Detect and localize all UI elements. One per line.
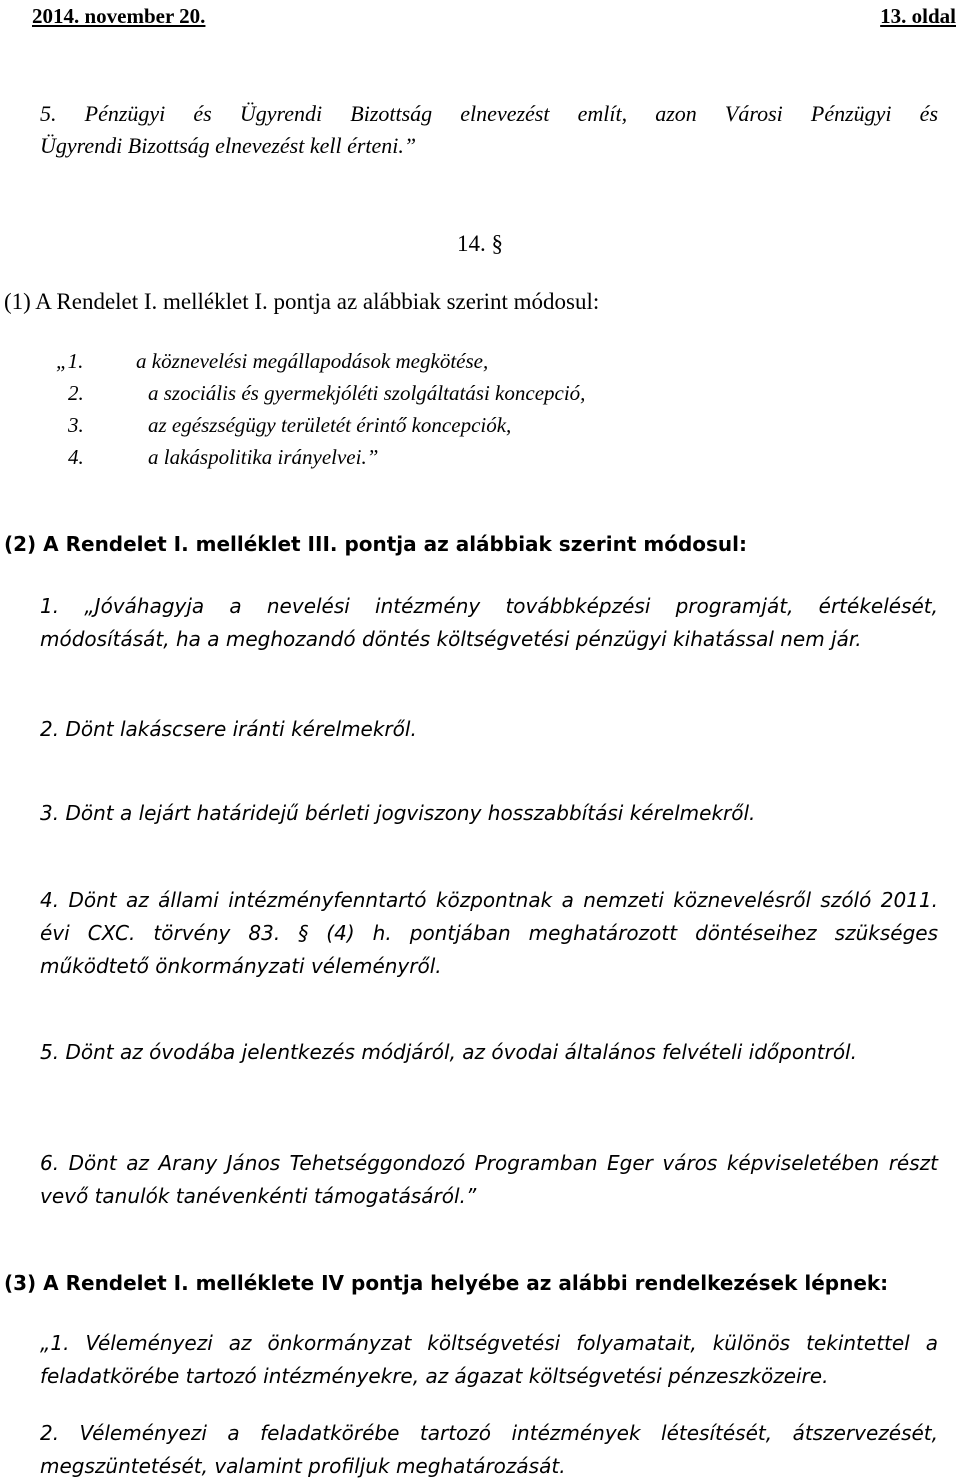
subsection-2-item-6 bbox=[40, 1147, 938, 1213]
subsection-2-item-1 bbox=[40, 590, 938, 656]
subsection-3-item-2 bbox=[40, 1417, 938, 1483]
subsection-2-item-4 bbox=[40, 884, 938, 983]
subsection-3-intro: (3) A Rendelet I. melléklete IV pontja helyébe az alábbi rendelkezések lépnek: bbox=[4, 1271, 889, 1295]
item-1-line-2: feladatkörébe tartozó intézményekre, az ágazat költségvetési pénzeszközeire. bbox=[40, 1364, 829, 1388]
item-1-line-1: 1. „Jóváhagyja a nevelési intézmény továbbképzési programját, értékelését, bbox=[40, 594, 938, 618]
subsection-2-intro: (2) A Rendelet I. melléklet III. pontja az alábbiak szerint módosul: bbox=[4, 532, 748, 556]
list-item-text: a köznevelési megállapodások megkötése, bbox=[136, 349, 489, 373]
subsection-2-item-2: 2. Dönt lakáscsere iránti kérelmekről. bbox=[40, 717, 417, 741]
subsection-3-item-1 bbox=[40, 1327, 938, 1393]
list-item-number: 2. bbox=[68, 381, 84, 405]
subsection-1-item bbox=[68, 379, 768, 407]
subsection-1-intro: (1) A Rendelet I. melléklet I. pontja az alábbiak szerint módosul: bbox=[4, 289, 600, 314]
subsection-1-item bbox=[68, 411, 768, 439]
list-item-number: „1. bbox=[56, 349, 84, 373]
item-4-line-3: működtető önkormányzati véleményről. bbox=[40, 954, 442, 978]
header-date: 2014. november 20. bbox=[32, 4, 206, 28]
list-item-text: a lakáspolitika irányelvei.” bbox=[148, 445, 379, 469]
item-4-line-1: 4. Dönt az állami intézményfenntartó központnak a nemzeti köznevelésről szóló 2011. bbox=[40, 888, 938, 912]
subsection-1-item bbox=[68, 443, 768, 471]
list-item-number: 4. bbox=[68, 445, 84, 469]
list-item-text: a szociális és gyermekjóléti szolgáltatási koncepció, bbox=[148, 381, 586, 405]
list-item-text: az egészségügy területét érintő koncepciók, bbox=[148, 413, 512, 437]
paragraph-5-line-2: Ügyrendi Bizottság elnevezést kell érteni.” bbox=[40, 133, 417, 158]
paragraph-5 bbox=[40, 98, 938, 162]
subsection-2-item-5: 5. Dönt az óvodába jelentkezés módjáról, az óvodai általános felvételi időpontról. bbox=[40, 1040, 857, 1064]
item-1-line-1: „1. Véleményezi az önkormányzat költségvetési folyamatait, különös tekintettel a bbox=[40, 1331, 938, 1355]
subsection-1-item bbox=[56, 347, 768, 375]
header-page-number: 13. oldal bbox=[880, 4, 956, 28]
list-item-number: 3. bbox=[68, 413, 84, 437]
subsection-2-item-3: 3. Dönt a lejárt határidejű bérleti jogviszony hosszabbítási kérelmekről. bbox=[40, 801, 756, 825]
item-6-line-2: vevő tanulók tanévenkénti támogatásáról.” bbox=[40, 1184, 477, 1208]
item-6-line-1: 6. Dönt az Arany János Tehetséggondozó Programban Eger város képviseletében részt bbox=[40, 1151, 938, 1175]
item-1-line-2: módosítását, ha a meghozandó döntés költségvetési pénzügyi kihatással nem jár. bbox=[40, 627, 862, 651]
paragraph-5-line-1: 5. Pénzügyi és Ügyrendi Bizottság elnevezést említ, azon Városi Pénzügyi és bbox=[40, 101, 938, 126]
item-2-line-2: megszüntetését, valamint profilјuk meghatározását. bbox=[40, 1454, 566, 1478]
page-header bbox=[0, 0, 960, 40]
item-2-line-1: 2. Véleményezi a feladatkörébe tartozó intézmények létesítését, átszervezését, bbox=[40, 1421, 938, 1445]
item-4-line-2: évi CXC. törvény 83. § (4) h. pontjában meghatározott döntéseihez szükséges bbox=[40, 921, 938, 945]
section-title bbox=[0, 228, 960, 260]
section-title-text: 14. § bbox=[457, 231, 503, 256]
